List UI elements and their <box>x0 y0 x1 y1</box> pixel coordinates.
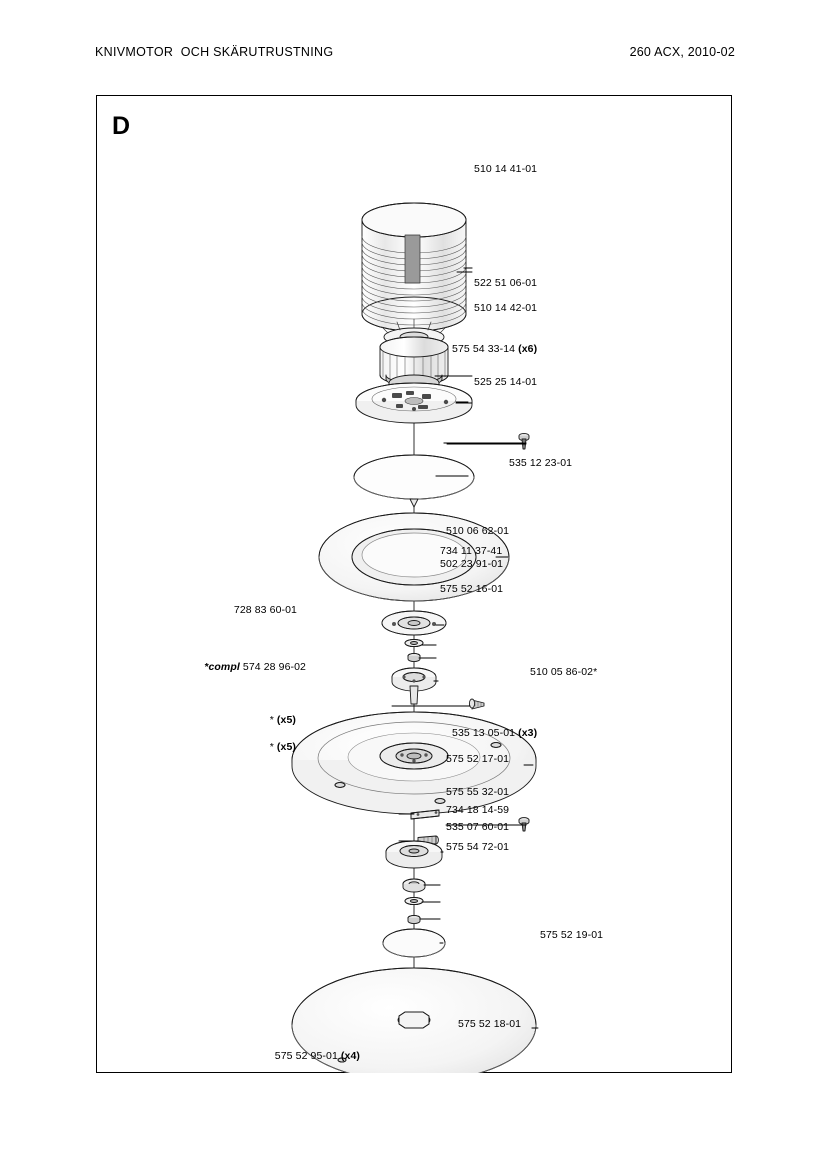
part-label-525-25-14-01 <box>474 376 537 388</box>
model-designation: 260 ACX, 2010-02 <box>629 45 735 59</box>
part-quantity: (x3) <box>518 727 538 739</box>
part-label-575-52-19-01 <box>540 929 603 941</box>
part-label-535-07-60-01 <box>446 821 509 833</box>
annotation-star-x5-plate <box>230 714 296 726</box>
part-quantity: (x4) <box>340 1050 360 1062</box>
part-number: 535 07 60-01 <box>446 821 510 833</box>
part-label-510-06-62-01 <box>446 525 509 537</box>
annotation-prefix: * <box>269 741 274 753</box>
part-number: 535 13 05-01 <box>452 727 516 739</box>
part-label-575-52-18-01 <box>458 1018 521 1030</box>
part-number: 510 05 86-02* <box>530 666 598 678</box>
plate-letter: D <box>112 112 131 140</box>
part-number: 575 52 18-01 <box>458 1018 522 1030</box>
part-label-510-14-41-01 <box>474 163 537 175</box>
part-label-522-51-06-01 <box>474 277 537 289</box>
part-label-510-05-86-02 <box>530 666 597 678</box>
part-number: 522 51 06-01 <box>474 277 538 289</box>
annotation-quantity: (x5) <box>273 741 296 753</box>
part-label-535-12-23-01 <box>509 457 572 469</box>
part-label-510-14-42-01 <box>474 302 537 314</box>
part-label-575-54-72-01 <box>446 841 509 853</box>
part-label-575-54-33-14 <box>452 343 537 355</box>
part-label-575-55-32-01 <box>446 786 509 798</box>
part-number: 575 52 17-01 <box>446 753 510 765</box>
part-number: 510 14 42-01 <box>474 302 538 314</box>
part-number: 575 52 19-01 <box>540 929 604 941</box>
part-number: 525 25 14-01 <box>474 376 538 388</box>
part-label-734-18-14-59 <box>446 804 509 816</box>
part-label-575-52-17-01 <box>446 753 509 765</box>
part-number: 510 14 41-01 <box>474 163 538 175</box>
part-label-575-52-95-01 <box>250 1050 360 1062</box>
part-label-502-23-91-01 <box>440 558 503 570</box>
part-number: 734 11 37-41 <box>440 545 503 557</box>
annotation-number: 574 28 96-02 <box>239 661 306 673</box>
annotation-prefix: *compl <box>204 661 240 673</box>
part-number: 728 83 60-01 <box>233 604 297 616</box>
part-label-734-11-37-41 <box>440 545 502 557</box>
page-header <box>95 45 735 67</box>
part-number: 575 52 95-01 <box>274 1050 338 1062</box>
part-label-728-83-60-01 <box>197 604 297 616</box>
part-label-535-13-05-01 <box>452 727 537 739</box>
page-title: KNIVMOTOR OCH SKÄRUTRUSTNING <box>95 45 334 59</box>
annotation-quantity: (x5) <box>273 714 296 726</box>
annotation-prefix: * <box>269 714 274 726</box>
part-number: 510 06 62-01 <box>446 525 510 537</box>
annotation-compl-574-28-96-02 <box>196 661 306 673</box>
part-number: 575 54 33-14 <box>452 343 516 355</box>
part-quantity: (x6) <box>518 343 538 355</box>
part-number: 535 12 23-01 <box>509 457 573 469</box>
part-label-575-52-16-01 <box>440 583 503 595</box>
part-number: 575 54 72-01 <box>446 841 510 853</box>
part-number: 575 55 32-01 <box>446 786 510 798</box>
annotation-star-x5-screw <box>230 741 296 753</box>
exploded-view-drawing <box>96 95 732 1073</box>
part-number: 575 52 16-01 <box>440 583 504 595</box>
part-number: 502 23 91-01 <box>440 558 504 570</box>
part-number: 734 18 14-59 <box>446 804 510 816</box>
